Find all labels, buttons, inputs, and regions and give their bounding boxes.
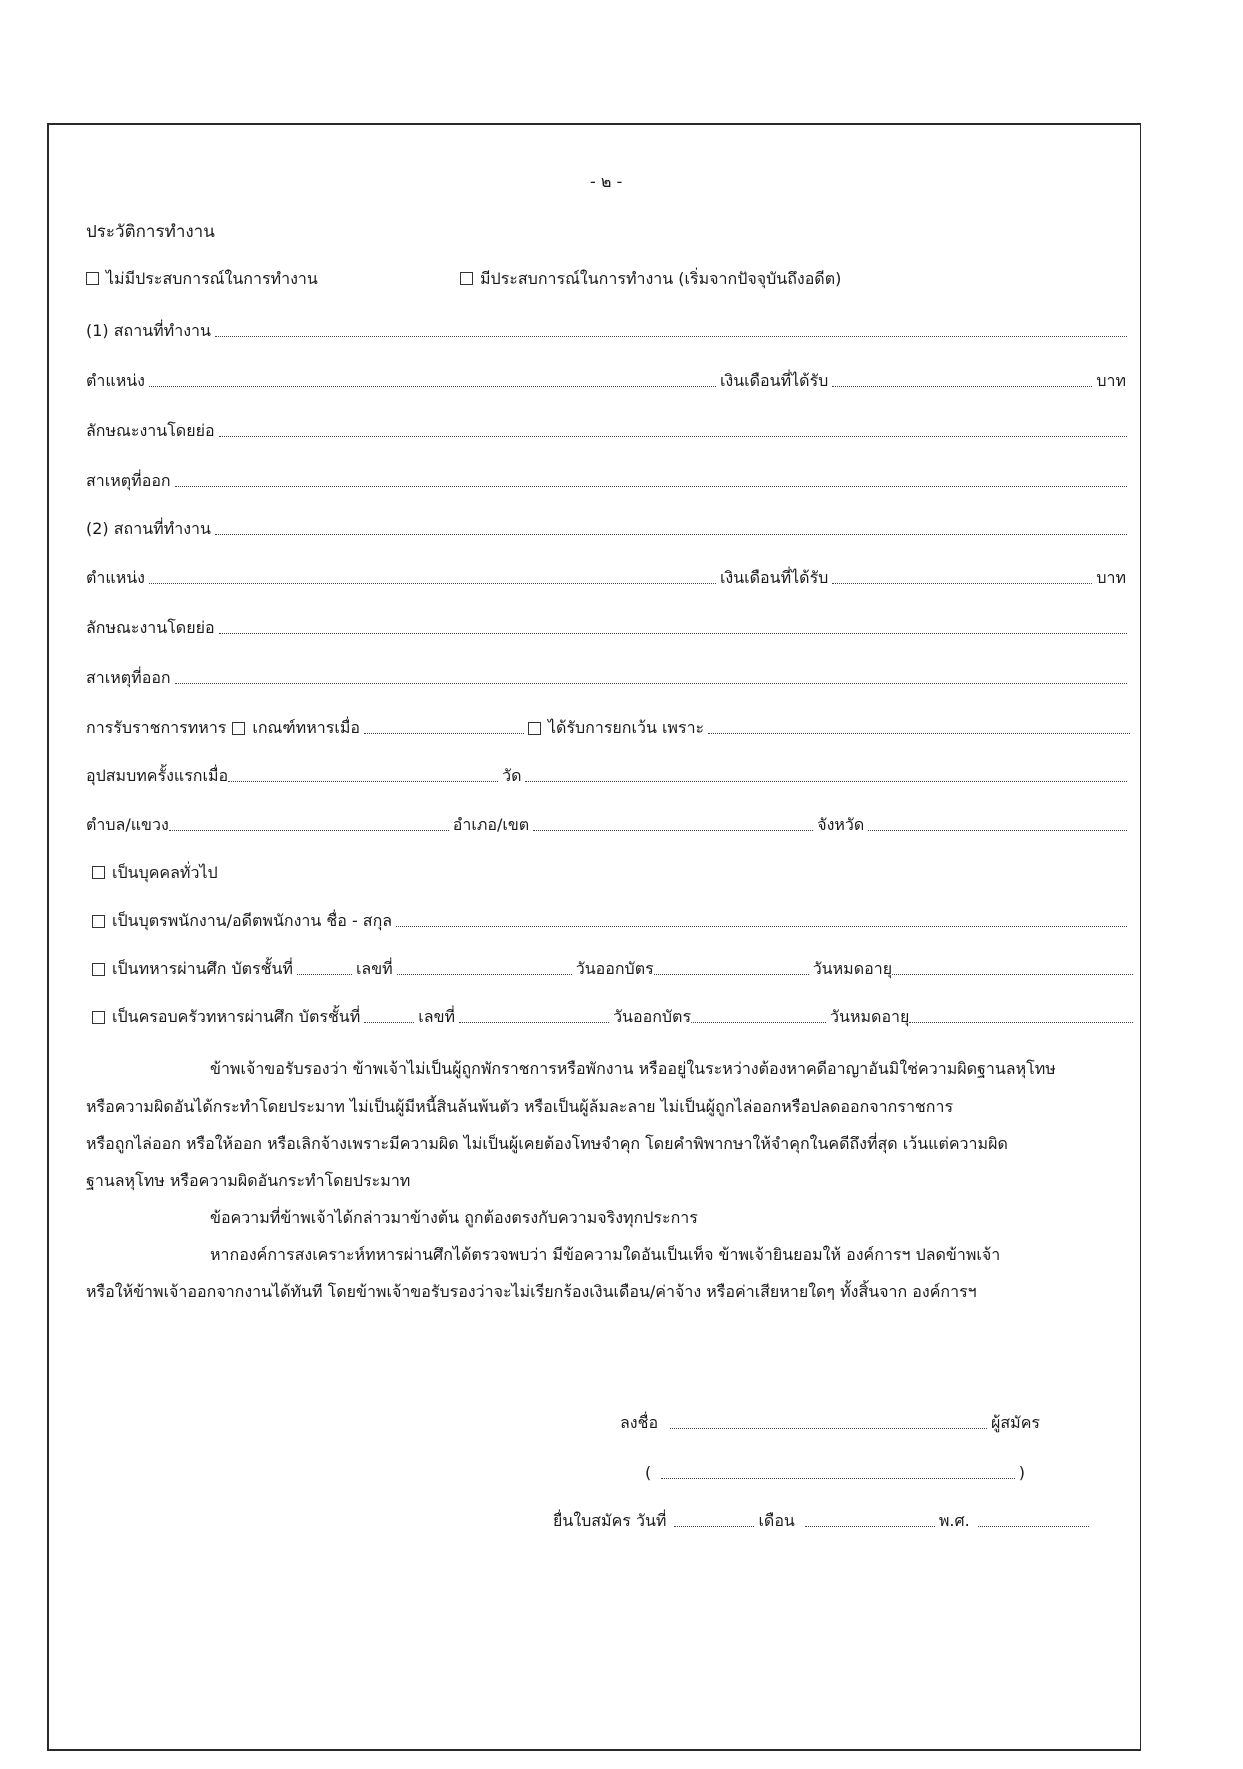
submit-date-row xyxy=(553,1510,1093,1532)
veteran-checkbox[interactable] xyxy=(92,963,105,976)
no-experience-option[interactable] xyxy=(86,268,318,290)
veteran-family-issue-field[interactable] xyxy=(691,1008,826,1023)
veteran-family-expiry-field[interactable] xyxy=(909,1008,1133,1023)
job2-reason-label: สาเหตุที่ออก xyxy=(86,668,171,687)
sign-label: ลงชื่อ xyxy=(620,1413,659,1432)
veteran-family-row xyxy=(92,1006,1137,1028)
job1-workplace-row xyxy=(86,320,1131,342)
job1-workplace-field[interactable] xyxy=(215,322,1127,337)
job1-description-field[interactable] xyxy=(219,422,1127,437)
veteran-family-class-field[interactable] xyxy=(364,1008,414,1023)
declaration-line-3: หรือถูกไล่ออก หรือให้ออก หรือเลิกจ้างเพราะมีความผิด ไม่เป็นผู้เคยต้องโทษจำคุก โดยคำพิพากษาให้จำคุกในคดีถึงที่สุด เว้นแต่ความผิด xyxy=(86,1134,1008,1153)
district-field[interactable] xyxy=(533,816,813,831)
job2-reason-field[interactable] xyxy=(175,669,1127,684)
general-person-checkbox[interactable] xyxy=(92,866,105,879)
employee-child-label: เป็นบุตรพนักงาน/อดีตพนักงาน ชื่อ - สกุล xyxy=(112,911,393,930)
job1-description-row xyxy=(86,420,1131,442)
job1-position-field[interactable] xyxy=(149,372,716,387)
job2-position-label: ตำแหน่ง xyxy=(86,568,145,587)
job1-salary-label: เงินเดือนที่ได้รับ xyxy=(719,371,829,390)
veteran-issue-label: วันออกบัตร xyxy=(575,959,654,978)
drafted-label: เกณฑ์ทหารเมื่อ xyxy=(252,718,360,737)
no-experience-label: ไม่มีประสบการณ์ในการทำงาน xyxy=(106,269,318,288)
job1-workplace-label: (1) สถานที่ทำงาน xyxy=(86,321,211,340)
ordination-row xyxy=(86,765,1131,787)
employee-child-checkbox[interactable] xyxy=(92,915,105,928)
page-border xyxy=(47,123,1141,1751)
job2-workplace-row xyxy=(86,518,1131,540)
job2-position-row xyxy=(86,567,1126,589)
temple-label: วัด xyxy=(502,766,522,785)
job2-workplace-label: (2) สถานที่ทำงาน xyxy=(86,519,211,538)
page-number: - ๒ - xyxy=(590,172,623,191)
general-person-option[interactable] xyxy=(92,862,218,884)
job1-reason-field[interactable] xyxy=(175,472,1127,487)
has-experience-label: มีประสบการณ์ในการทำงาน (เริ่มจากปัจจุบันถึงอดีต) xyxy=(480,269,842,288)
drafted-date-field[interactable] xyxy=(364,719,524,734)
job2-reason-row xyxy=(86,667,1131,689)
declaration-line-2: หรือความผิดอันได้กระทำโดยประมาท ไม่เป็นผู้มีหนี้สินล้นพ้นตัว หรือเป็นผู้ล้มละลาย ไม่เป็นผู้ถูกไล่ออกหรือปลดออกจากราชการ xyxy=(86,1097,954,1116)
location-row xyxy=(86,814,1131,836)
declaration-line-1: ข้าพเจ้าขอรับรองว่า ข้าพเจ้าไม่เป็นผู้ถูกพักราชการหรือพักงาน หรืออยู่ในระหว่างต้องหาคดีอาญาอันมิใช่ความผิดฐานลหุโทษ xyxy=(210,1059,1056,1078)
job2-description-field[interactable] xyxy=(219,619,1127,634)
job1-position-label: ตำแหน่ง xyxy=(86,371,145,390)
general-person-label: เป็นบุคคลทั่วไป xyxy=(112,863,218,882)
submit-year-field[interactable] xyxy=(978,1512,1089,1527)
declaration-line-6: หากองค์การสงเคราะห์ทหารผ่านศึกได้ตรวจพบว่า มีข้อความใดอันเป็นเท็จ ข้าพเจ้ายินยอมให้ องค์การฯ ปลดข้าพเจ้า xyxy=(210,1245,1001,1264)
job1-description-label: ลักษณะงานโดยย่อ xyxy=(86,421,215,440)
first-ordained-label: อุปสมบทครั้งแรกเมื่อ xyxy=(86,766,229,785)
veteran-label: เป็นทหารผ่านศึก บัตรชั้นที่ xyxy=(112,959,293,978)
province-field[interactable] xyxy=(868,816,1127,831)
applicant-label: ผู้สมัคร xyxy=(991,1413,1040,1432)
employee-name-field[interactable] xyxy=(396,912,1127,927)
signature-field[interactable] xyxy=(670,1414,987,1429)
printed-name-field[interactable] xyxy=(661,1464,1015,1479)
subdistrict-field[interactable] xyxy=(169,816,449,831)
veteran-family-checkbox[interactable] xyxy=(92,1011,105,1024)
exempted-reason-field[interactable] xyxy=(708,719,1130,734)
exempted-label: ได้รับการยกเว้น เพราะ xyxy=(547,718,705,737)
veteran-number-field[interactable] xyxy=(397,960,572,975)
has-experience-option[interactable] xyxy=(460,268,841,290)
employee-child-row xyxy=(92,910,1131,932)
job1-reason-label: สาเหตุที่ออก xyxy=(86,471,171,490)
job2-salary-field[interactable] xyxy=(832,569,1092,584)
signature-row xyxy=(620,1412,1040,1434)
open-paren: ( xyxy=(645,1463,652,1482)
veteran-expiry-label: วันหมดอายุ xyxy=(812,959,893,978)
close-paren: ) xyxy=(1018,1463,1025,1482)
job2-salary-label: เงินเดือนที่ได้รับ xyxy=(719,568,829,587)
job1-salary-field[interactable] xyxy=(832,372,1092,387)
drafted-checkbox[interactable] xyxy=(232,722,245,735)
veteran-expiry-field[interactable] xyxy=(892,960,1133,975)
submit-day-field[interactable] xyxy=(674,1512,754,1527)
veteran-family-issue-label: วันออกบัตร xyxy=(613,1007,692,1026)
month-label: เดือน xyxy=(758,1511,795,1530)
declaration-line-7: หรือให้ข้าพเจ้าออกจากงานได้ทันที โดยข้าพเจ้าขอรับรองว่าจะไม่เรียกร้องเงินเดือน/ค่าจ้าง หรือค่าเสียหายใดๆ ทั้งสิ้นจาก องค์การฯ xyxy=(86,1282,977,1301)
province-label: จังหวัด xyxy=(817,815,865,834)
job2-workplace-field[interactable] xyxy=(215,520,1127,535)
military-row xyxy=(86,717,1134,739)
veteran-issue-field[interactable] xyxy=(654,960,809,975)
subdistrict-label: ตำบล/แขวง xyxy=(86,815,169,834)
veteran-family-expiry-label: วันหมดอายุ xyxy=(830,1007,910,1026)
veteran-family-label: เป็นครอบครัวทหารผ่านศึก บัตรชั้นที่ xyxy=(112,1007,361,1026)
exempted-checkbox[interactable] xyxy=(528,722,541,735)
submit-month-field[interactable] xyxy=(805,1512,935,1527)
job1-reason-row xyxy=(86,470,1131,492)
has-experience-checkbox[interactable] xyxy=(460,272,473,285)
veteran-number-label: เลขที่ xyxy=(355,959,393,978)
veteran-row xyxy=(92,958,1137,980)
district-label: อำเภอ/เขต xyxy=(452,815,530,834)
section-title: ประวัติการทำงาน xyxy=(86,222,215,242)
job2-position-field[interactable] xyxy=(149,569,716,584)
veteran-family-number-label: เลขที่ xyxy=(418,1007,456,1026)
job1-currency-label: บาท xyxy=(1096,371,1126,390)
no-experience-checkbox[interactable] xyxy=(86,272,99,285)
job1-position-row xyxy=(86,370,1126,392)
declaration-line-5: ข้อความที่ข้าพเจ้าได้กล่าวมาข้างต้น ถูกต้องตรงกับความจริงทุกประการ xyxy=(210,1208,698,1227)
submit-date-label: ยื่นใบสมัคร วันที่ xyxy=(553,1511,667,1530)
job2-currency-label: บาท xyxy=(1096,568,1126,587)
printed-name-row xyxy=(645,1462,1025,1484)
military-label: การรับราชการทหาร xyxy=(86,718,227,737)
job2-description-label: ลักษณะงานโดยย่อ xyxy=(86,618,215,637)
veteran-family-number-field[interactable] xyxy=(459,1008,609,1023)
temple-field[interactable] xyxy=(525,767,1127,782)
veteran-class-field[interactable] xyxy=(297,960,352,975)
year-label: พ.ศ. xyxy=(938,1511,970,1530)
declaration-line-4: ฐานลหุโทษ หรือความผิดอันกระทำโดยประมาท xyxy=(86,1171,411,1190)
first-ordained-field[interactable] xyxy=(228,767,498,782)
job2-description-row xyxy=(86,617,1131,639)
